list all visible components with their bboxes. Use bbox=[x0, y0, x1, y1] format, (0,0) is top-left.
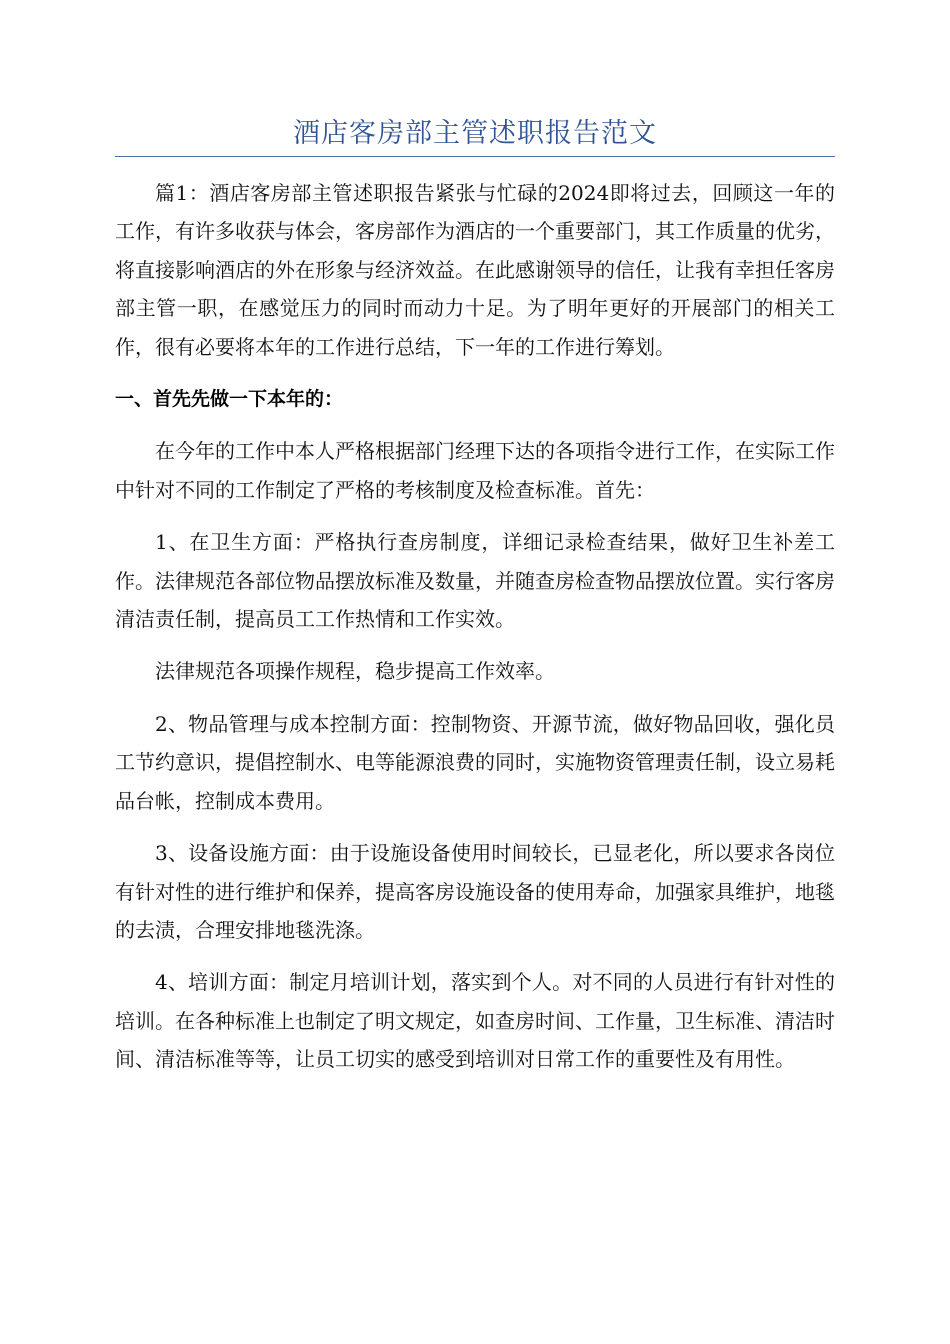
intro-paragraph: 篇1：酒店客房部主管述职报告紧张与忙碌的2024即将过去，回顾这一年的工作，有许多收获与体会，客房部作为酒店的一个重要部门，其工作质量的优劣，将直接影响酒店的外在形象与经济效益。在此感谢领导的信任，让我有幸担任客房部主管一职，在感觉压力的同时而动力十足。为了明年更好的开展部门的相关工作，很有必要将本年的工作进行总结，下一年的工作进行筹划。 bbox=[115, 181, 835, 359]
title-block bbox=[115, 112, 835, 157]
cost-control-paragraph: 2、物品管理与成本控制方面：控制物资、开源节流，做好物品回收，强化员工节约意识，提倡控制水、电等能源浪费的同时，实施物资管理责任制，设立易耗品台帐，控制成本费用。 bbox=[115, 711, 835, 813]
document-title: 酒店客房部主管述职报告范文 bbox=[293, 118, 657, 149]
hygiene-paragraph: 1、在卫生方面：严格执行查房制度，详细记录检查结果，做好卫生补差工作。法律规范各部位物品摆放标准及数量，并随查房检查物品摆放位置。实行客房清洁责任制，提高员工工作热情和工作实效。 bbox=[115, 530, 835, 632]
section-paragraph: 在今年的工作中本人严格根据部门经理下达的各项指令进行工作，在实际工作中针对不同的工作制定了严格的考核制度及检查标准。首先： bbox=[115, 439, 835, 502]
procedure-paragraph: 法律规范各项操作规程，稳步提高工作效率。 bbox=[155, 659, 555, 684]
document-body bbox=[115, 174, 835, 1093]
equipment-paragraph: 3、设备设施方面：由于设施设备使用时间较长，已显老化，所以要求各岗位有针对性的进行维护和保养，提高客房设施设备的使用寿命，加强家具维护，地毯的去渍，合理安排地毯洗涤。 bbox=[115, 841, 835, 942]
training-paragraph: 4、培训方面：制定月培训计划，落实到个人。对不同的人员进行有针对性的培训。在各种标准上也制定了明文规定，如查房时间、工作量，卫生标准、清洁时间、清洁标准等等，让员工切实的感受到培训对日常工作的重要性及有用性。 bbox=[115, 970, 835, 1072]
section-heading: 一、首先先做一下本年的： bbox=[115, 388, 344, 411]
